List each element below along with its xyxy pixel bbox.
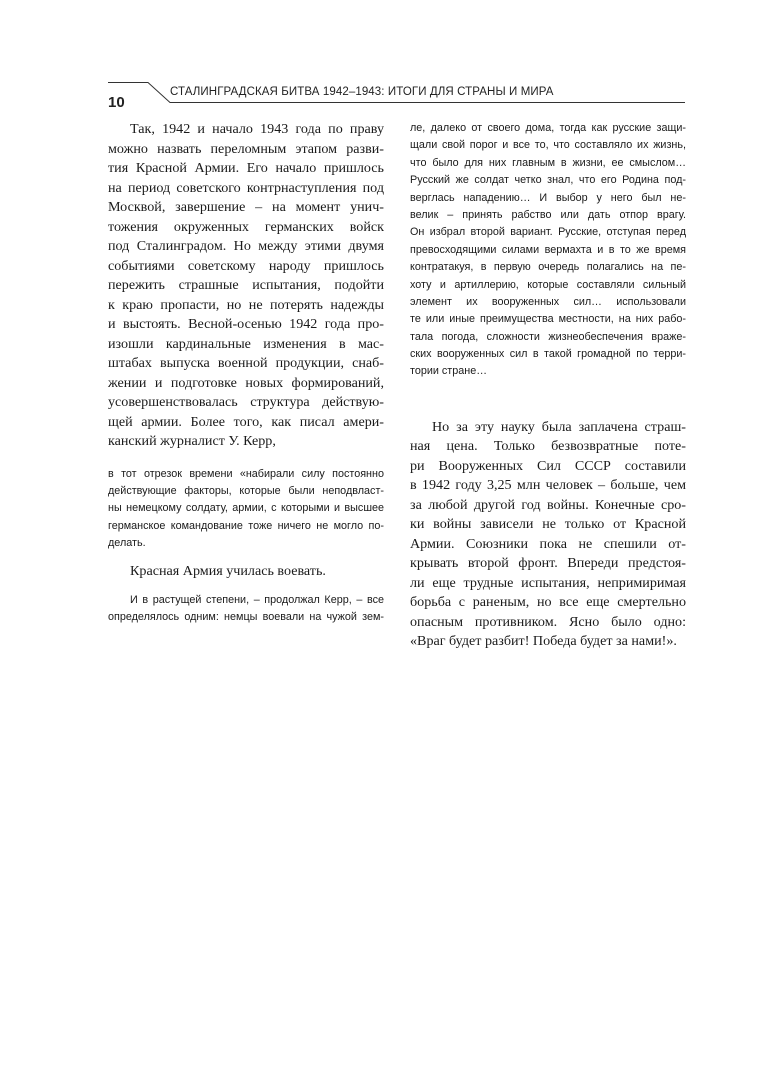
text-line: пережить страшные испытания, подойти <box>108 277 384 293</box>
text-line: в 1942 году 3,25 млн человек – больше, чем <box>410 477 686 494</box>
quote-line: хоту и артиллерию, которые составляли сильный <box>410 278 686 291</box>
quote-line: в тот отрезок времени «набирали силу постоянно <box>108 467 384 480</box>
text-line: Но за эту науку была заплачена страш- <box>432 418 686 435</box>
text-line: событиями советскому народу пришлось <box>108 257 384 274</box>
quote-line: ле, далеко от своего дома, тогда как русские защи- <box>410 122 686 134</box>
text-line: ли еще трудные испытания, непримиримая <box>410 574 686 591</box>
text-line: «Враг будет разбит! Победа будет за нами!». <box>410 633 677 650</box>
right-column <box>410 120 686 652</box>
quote-line: ны немецкому солдату, армии, с которыми и высшее <box>108 502 384 515</box>
quote-line: щали свой порог и все то, что составляло их жизнь, <box>410 139 686 152</box>
text-line: Армии. Союзники пока не спешили от- <box>410 535 686 552</box>
quote-line: ских вооруженных сил в такой громадной по терри- <box>410 348 686 361</box>
text-line: тожения окруженных германских войск <box>108 218 384 235</box>
quote-line: элемент их вооруженных сил… использовали <box>410 295 686 308</box>
text-line: и выстоять. Весной-осенью 1942 года про- <box>108 316 384 332</box>
text-line: к краю пропасти, но не потерять надежды <box>108 296 384 313</box>
text-line: Москвой, завершение – на момент унич- <box>108 199 384 215</box>
text-line: Так, 1942 и начало 1943 года по праву <box>130 121 384 137</box>
quote-continued <box>410 120 686 381</box>
text-line: ки войны зависели не только от Красной <box>410 516 686 533</box>
quote-line: тала погода, сложности жизнеобеспечения враже- <box>410 330 686 343</box>
paragraph-1 <box>108 120 384 452</box>
text-line: жении и подготовке новых формирований, <box>108 374 384 391</box>
text-line: крывать второй фронт. Впереди предстоя- <box>410 555 686 572</box>
quote-line: Он избрал второй вариант. Русские, отступая перед <box>410 226 686 239</box>
text-line: изошли кардинальные изменения в мас- <box>108 335 384 352</box>
quote-line: велик – принять рабство или дать отпор врагу. <box>410 208 686 221</box>
text-line: борьба с раненым, но все еще смертельно <box>410 594 686 611</box>
text-line: ри Вооруженных Сил СССР составили <box>410 457 686 474</box>
text-line: щей армии. Более того, как писал амери- <box>108 413 384 430</box>
page-number: 10 <box>108 94 125 111</box>
quote-line: И в растущей степени, – продолжал Керр, – все <box>130 593 384 606</box>
text-line: канский журналист У. Керр, <box>108 433 276 449</box>
text-line: за любой другой год войны. Конечные сро- <box>410 496 686 513</box>
quote-line: что было для них главным в жизни, ее смыслом… <box>410 156 686 169</box>
quote-line: контратакуя, в первую очередь полагались на пе- <box>410 261 686 274</box>
paragraph-2: Красная Армия училась воевать. <box>130 563 326 580</box>
quote-line: верглась нападению… И выбор у него был не- <box>410 191 686 204</box>
text-line: ная цена. Только безвозвратные поте- <box>410 438 686 455</box>
quote-line: Русский же солдат четко знал, что его Родина под- <box>410 174 686 187</box>
quote-line: германское командование тоже ничего не могло по- <box>108 519 384 532</box>
text-line: можно назвать переломным этапом разви- <box>108 140 384 157</box>
text-line: тия Красной Армии. Его начало пришлось <box>108 160 384 176</box>
paragraph-3 <box>410 418 686 652</box>
text-line: штабах выпуска военной продукции, снаб- <box>108 355 384 371</box>
quote-line: действующие факторы, которые были неподвласт- <box>108 484 384 497</box>
text-line: на период советского контрнаступления под <box>108 179 384 196</box>
text-line: опасным противником. Ясно было одно: <box>410 613 686 630</box>
quote-2 <box>108 592 384 627</box>
quote-line: определялось одним: немцы воевали на чужой зем- <box>108 611 384 624</box>
text-line: усовершенствовалась структура действую- <box>108 394 384 410</box>
quote-line: превосходящими силами вермахта и в то же время <box>410 243 686 256</box>
text-line: под Сталинградом. Но между этими двумя <box>108 238 384 254</box>
quote-line: тории стране… <box>410 365 488 378</box>
quote-line: те или иные преимущества местности, на них рабо- <box>410 313 686 326</box>
running-title: СТАЛИНГРАДСКАЯ БИТВА 1942–1943: ИТОГИ ДЛЯ СТРАНЫ И МИРА <box>170 86 554 98</box>
left-column <box>108 120 384 627</box>
quote-1 <box>108 466 384 553</box>
quote-line: делать. <box>108 537 146 550</box>
